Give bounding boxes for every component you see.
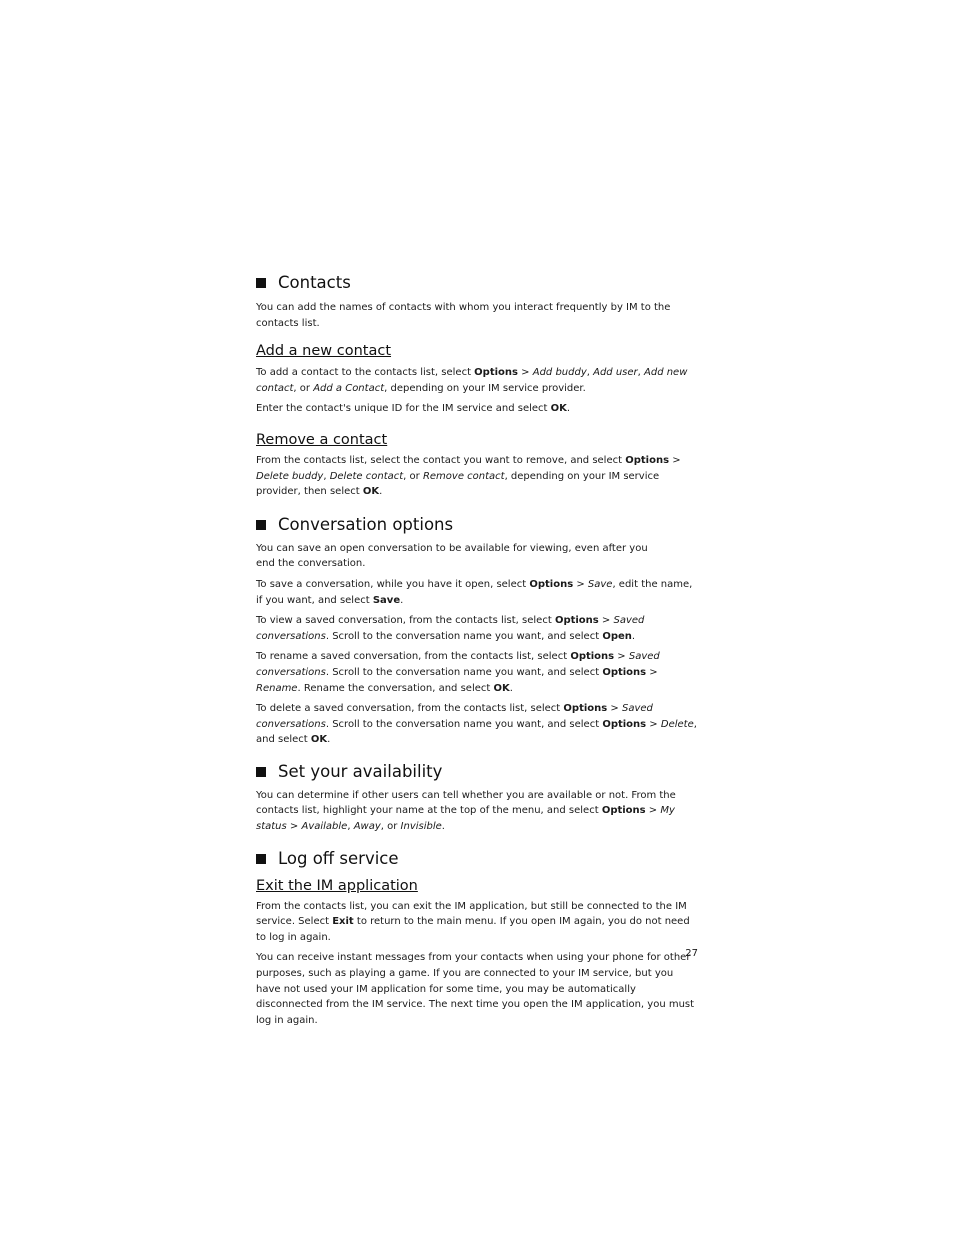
subheading-add-contact: Add a new contact: [256, 343, 392, 360]
paragraph: To rename a saved conversation, from the contacts list, select Options > Saved conversations. Scroll to the conversation name you want, and select Options > Rename. Rename the conversation, and select OK.: [256, 651, 660, 694]
paragraph: From the contacts list, you can exit the IM application, but still be connected to the IM service. Select Exit to return to the main menu. If you open IM again, you do not need to log in again.: [256, 900, 690, 943]
section-heading-logoff: [256, 848, 698, 870]
subheading-remove-contact: Remove a contact: [256, 431, 388, 448]
paragraph: To add a contact to the contacts list, select Options > Add buddy, Add user, Add new contact, or Add a Contact, depending on your IM service provider.: [256, 367, 688, 394]
square-bullet-icon: [256, 854, 266, 864]
paragraph: You can save an open conversation to be available for viewing, even after you end the conversation.: [256, 542, 648, 570]
section-heading-availability: [256, 761, 698, 783]
paragraph: You can add the names of contacts with whom you interact frequently by IM to the contacts list.: [256, 302, 671, 329]
section-title: Log off service: [278, 848, 399, 868]
square-bullet-icon: [256, 767, 266, 777]
section-heading-conversation: [256, 514, 698, 536]
section-title: Contacts: [278, 273, 351, 292]
square-bullet-icon: [256, 520, 266, 530]
paragraph: Enter the contact's unique ID for the IM service and select OK.: [256, 403, 571, 415]
section-title: Conversation options: [278, 514, 454, 534]
section-heading-contacts: [256, 272, 698, 294]
paragraph: You can receive instant messages from your contacts when using your phone for other purposes, such as playing a game. If you are connected to your IM service, but you have not used your IM application for some time, you may be automatically disconnected from the IM service. The next time you open the IM application, you must log in again.: [256, 952, 695, 1026]
square-bullet-icon: [256, 278, 266, 288]
paragraph: From the contacts list, select the contact you want to remove, and select Options > Delete buddy, Delete contact, or Remove contact, depending on your IM service provider, then select OK.: [256, 454, 681, 498]
paragraph: You can determine if other users can tell whether you are available or not. From the contacts list, highlight your name at the top of the menu, and select Options > My status > Available, Away, or Invisible.: [256, 789, 676, 833]
section-title: Set your availability: [278, 761, 443, 781]
page-number: 27: [685, 948, 698, 959]
paragraph: To delete a saved conversation, from the contacts list, select Options > Saved conversations. Scroll to the conversation name you want, and select Options > Delete, and select OK.: [256, 703, 697, 746]
page-content: [256, 272, 698, 1028]
paragraph: To view a saved conversation, from the contacts list, select Options > Saved conversations. Scroll to the conversation name you want, and select Open.: [256, 615, 645, 642]
subheading-exit-im: Exit the IM application: [256, 877, 418, 894]
paragraph: To save a conversation, while you have it open, select Options > Save, edit the name, if you want, and select Save.: [256, 578, 693, 606]
